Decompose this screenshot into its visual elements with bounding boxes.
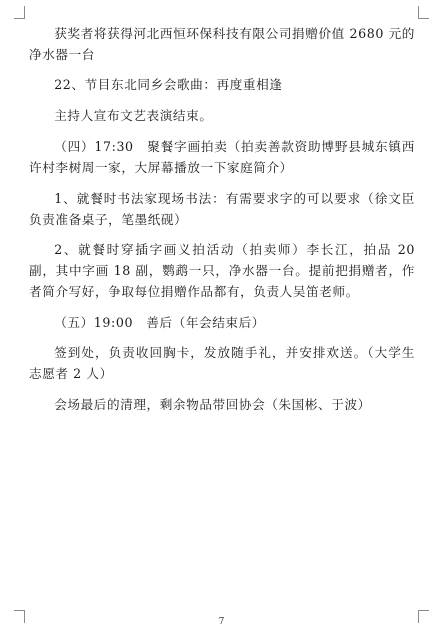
crop-mark-top-right <box>418 6 429 19</box>
paragraph-section-4-dinner-auction: （四）17:30 聚餐字画拍卖（拍卖善款资助博野县城东镇西许村李树周一家，大屏幕播放一下家庭简介） <box>29 139 415 175</box>
page-number: 7 <box>218 617 225 627</box>
paragraph-signin-desk: 签到处，负责收回胸卡，发放随手礼，并安排欢送。（大学生志愿者 2 人） <box>29 345 415 381</box>
document-body <box>29 23 415 425</box>
paragraph-section-5-aftercare: （五）19:00 善后（年会结束后） <box>54 315 265 330</box>
paragraph-charity-auction: 2、就餐时穿插字画义拍活动（拍卖师）李长江，拍品 20 副，其中字画 18 副，鹦鹉一只，净水器一台。提前把捐赠者，作者简介写好，争取每位捐赠作品都有，负责人吴笛老师。 <box>29 242 415 299</box>
paragraph-calligraphy: 1、就餐时书法家现场书法：有需要求字的可以要求（徐文臣负责准备桌子，笔墨纸砚） <box>29 191 415 227</box>
paragraph-host-announcement: 主持人宣布文艺表演结束。 <box>54 108 213 123</box>
crop-mark-top-left <box>14 6 25 19</box>
paragraph-venue-cleanup: 会场最后的清理，剩余物品带回协会（朱国彬、于波） <box>54 397 371 412</box>
paragraph-program-22: 22、节目东北同乡会歌曲：再度重相逢 <box>54 77 283 92</box>
paragraph-prize-note: 获奖者将获得河北西恒环保科技有限公司捐赠价值 2680 元的净水器一台 <box>29 26 415 62</box>
